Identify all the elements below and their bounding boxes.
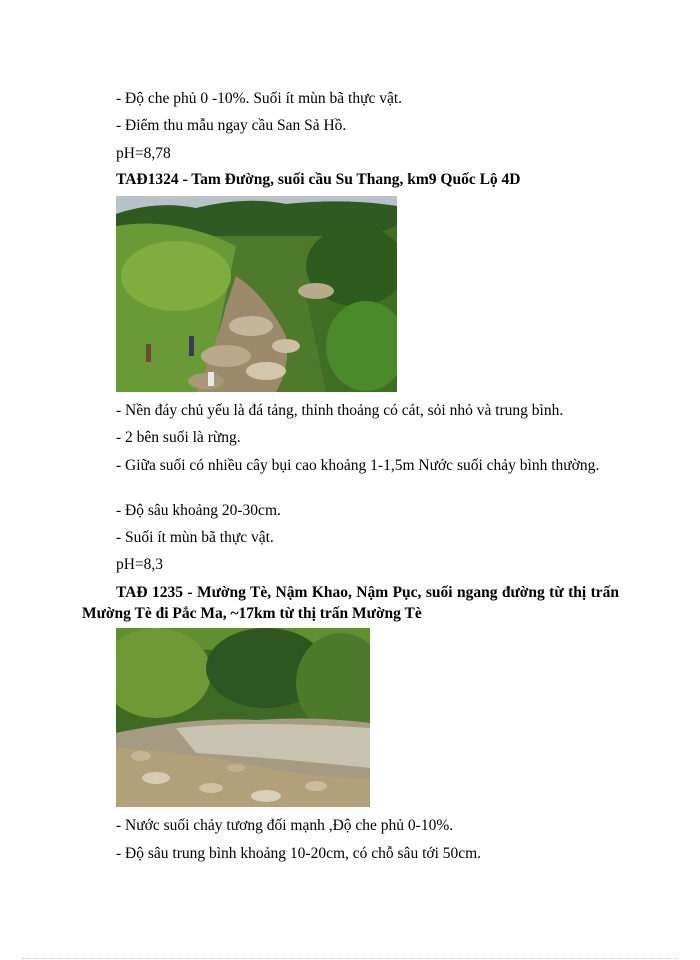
- site-location-1324: - Tam Đường, suối cầu Su Thang, km9 Quốc Lộ 4D: [178, 171, 521, 188]
- ph-value-1: pH=8,78: [116, 145, 171, 162]
- site-heading-1235: [82, 582, 619, 624]
- bullet-bed-rocks: - Nền đáy chủ yếu là đá tảng, thỉnh thoảng có cát, sỏi nhỏ và trung bình.: [116, 402, 564, 419]
- site-code-1324: TAĐ1324: [116, 171, 179, 188]
- bullet-shrubs-flow: - Giữa suối có nhiều cây bụi cao khoảng 1-1,5m Nước suối chảy bình thường.: [116, 457, 600, 474]
- stream-photo-su-thang: [116, 196, 397, 392]
- bullet-cover-percent: - Độ che phủ 0 -10%. Suối ít mùn bã thực vật.: [116, 90, 403, 107]
- bullet-depth-20-30: - Độ sâu khoảng 20-30cm.: [116, 502, 281, 519]
- bullet-depth-10-20: - Độ sâu trung bình khoảng 10-20cm, có chỗ sâu tới 50cm.: [116, 845, 482, 862]
- bullet-forest-banks: - 2 bên suối là rừng.: [116, 429, 241, 446]
- site-heading-1324: [116, 170, 520, 190]
- stream-photo-nam-puc: [116, 628, 370, 807]
- site-code-1235: TAĐ 1235: [116, 584, 183, 601]
- site-location-1235: - Mường Tè, Nậm Khao, Nậm Pục, suối ngang đường từ thị trấn Mường Tè đi Pắc Ma, ~17km từ thị trấn Mường Tè: [82, 584, 619, 622]
- ph-value-2: pH=8,3: [116, 556, 164, 573]
- page-bottom-rule: [22, 958, 678, 959]
- bullet-flow-cover: - Nước suối chảy tương đối mạnh ,Độ che phủ 0-10%.: [116, 817, 454, 834]
- bullet-little-humus: - Suối ít mùn bã thực vật.: [116, 529, 274, 546]
- bullet-sampling-point: - Điểm thu mẫu ngay cầu San Sả Hồ.: [116, 117, 347, 134]
